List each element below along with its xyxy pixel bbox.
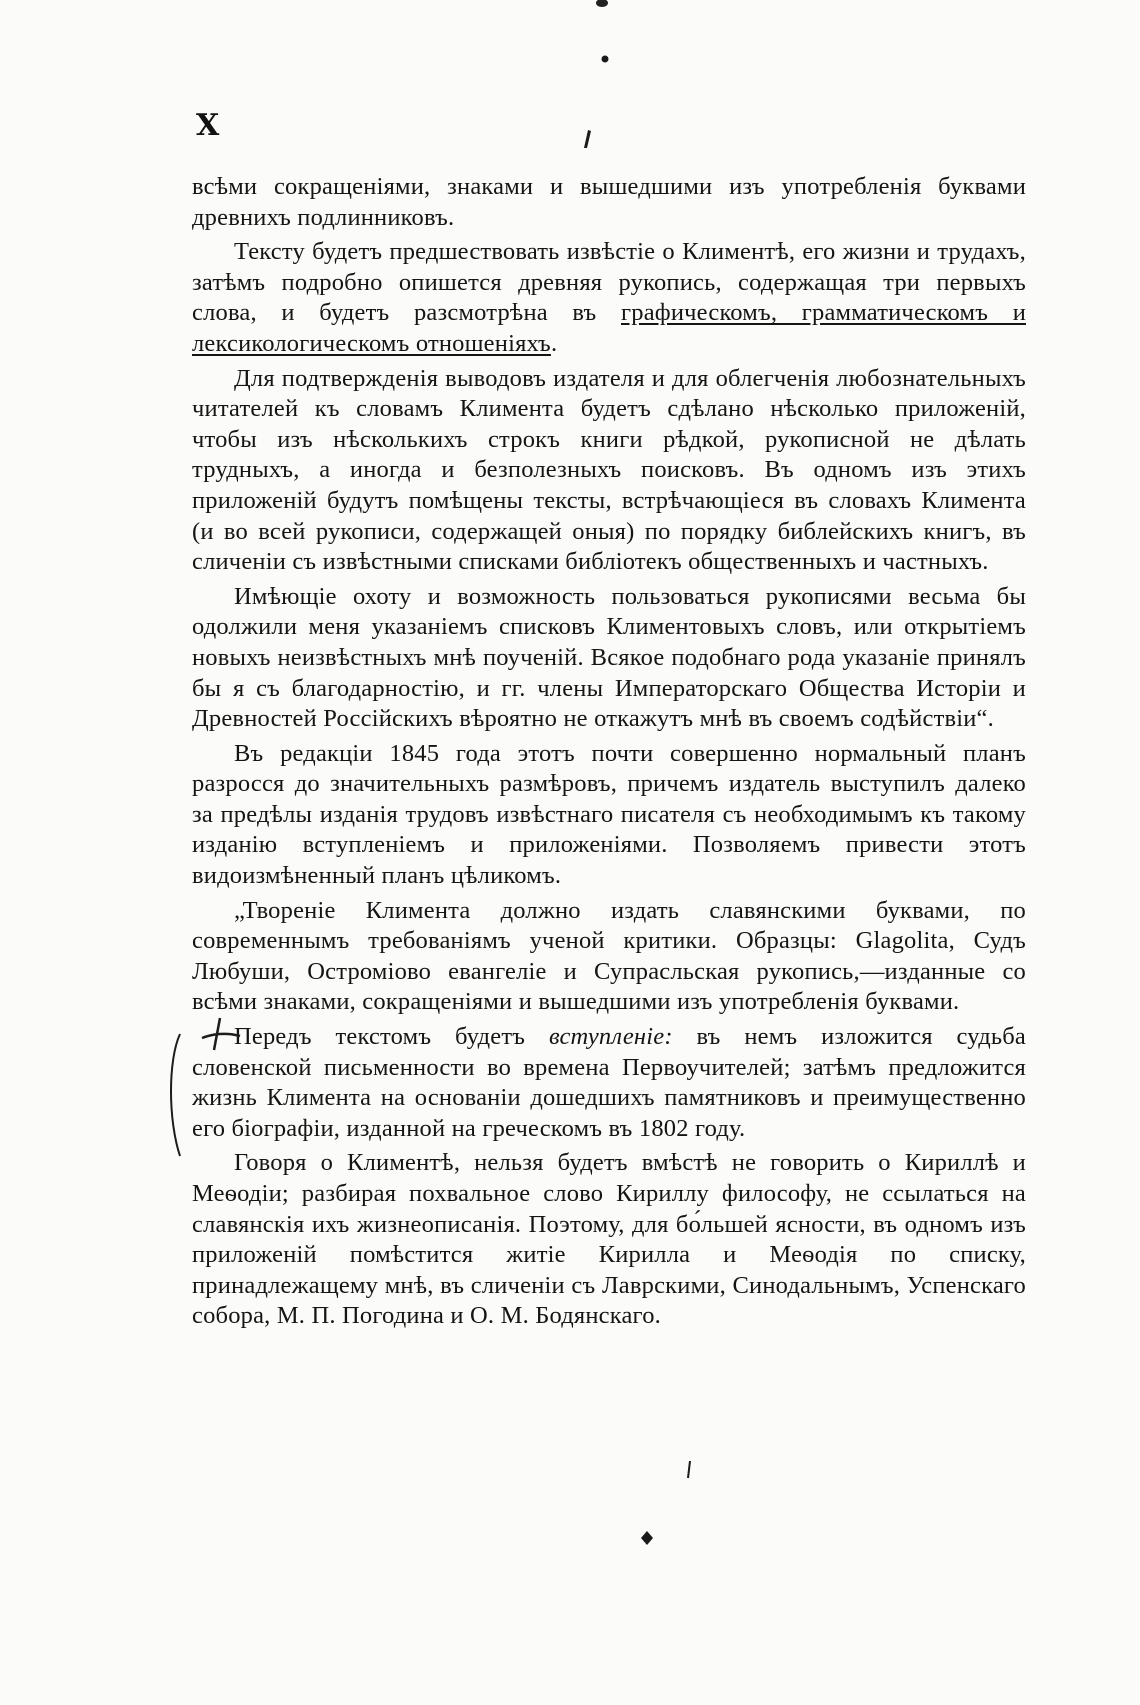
- paragraph-8: Говоря о Климентѣ, нельзя будетъ вмѣстѣ не говорить о Кириллѣ и Меѳодіи; разбирая похвальное слово Кириллу философу, не ссылаться на славянскія ихъ жизнеописанія. Поэтому, для бо́льшей ясности, въ одномъ изъ приложеній помѣстится житіе Кирилла и Меѳодія по списку, принадлежащему мнѣ, въ сличеніи съ Лаврскими, Синодальнымъ, Успенскаго собора, М. П. Погодина и О. М. Бодянскаго.: [192, 1149, 1026, 1330]
- body-text: [192, 172, 1026, 1332]
- scan-speck-mark: [578, 128, 594, 152]
- paragraph-2-text: Тексту будетъ предшествовать извѣстіе о Климентѣ, его жизни и трудахъ, затѣмъ подробно опишется древняя рукопись, содержащая три первыхъ слова, и будетъ разсмотрѣна въ: [192, 238, 1026, 327]
- paragraph-6: „Твореніе Климента должно издать славянскими буквами, по современнымъ требованіямъ ученой критики. Образцы: Glagolita, Судъ Любуши, Остроміово евангеліе и Супрасльская рукопись,—изданные со всѣми знаками, сокращеніями и вышедшими изъ употребленія буквами.: [192, 896, 1026, 1016]
- scan-speck-bottom: [640, 1530, 654, 1546]
- scan-speck-top: [592, 0, 612, 14]
- page-folio: X: [196, 108, 220, 143]
- paragraph-5: Въ редакціи 1845 года этотъ почти совершенно нормальный планъ разросся до значительныхъ размѣровъ, причемъ издатель выступилъ далеко за предѣлы изданія трудовъ извѣстнаго писателя съ необходимымъ къ такому изданію вступленіемъ и приложеніями. Позволяемъ привести этотъ видоизмѣненный планъ цѣликомъ.: [192, 739, 1026, 890]
- paragraph-7-italic-word: вступленіе:: [548, 1023, 673, 1051]
- scan-speck-dot: [598, 52, 612, 66]
- margin-bracket-icon: [160, 1030, 186, 1160]
- paragraph-2: [192, 237, 1026, 359]
- paragraph-1: всѣми сокращеніями, знаками и вышедшими изъ употребленія буквами древнихъ подлинниковъ.: [192, 173, 1026, 231]
- paragraph-7-rest: въ немъ изложится судьба словенской письменности во времена Первоучителей; затѣмъ предложится жизнь Климента на основаніи дошедшихъ памятниковъ и преимущественно его біографіи, изданной на греческомъ въ 1802 году.: [192, 1023, 1026, 1142]
- paragraph-4: Имѣющіе охоту и возможность пользоваться рукописями весьма бы одолжили меня указаніемъ списковъ Климентовыхъ словъ, или открытіемъ новыхъ неизвѣстныхъ мнѣ поученій. Всякое подобнаго рода указаніе принялъ бы я съ благодарностію, и гг. члены Императорскаго Общества Исторіи и Древностей Россійскихъ вѣроятно не откажутъ мнѣ въ своемъ содѣйствіи“.: [192, 582, 1026, 733]
- paragraph-2-underlined-text: графическомъ, грамматическомъ и лексикологическомъ отношеніяхъ: [192, 299, 1026, 357]
- paragraph-2-end: .: [550, 329, 558, 357]
- scan-speck-small: [684, 1460, 696, 1480]
- paragraph-3: Для подтвержденія выводовъ издателя и для облегченія любознательныхъ читателей къ словамъ Климента будетъ сдѣлано нѣсколько приложеній, чтобы изъ нѣсколькихъ строкъ книги рѣдкой, рукописной не дѣлать трудныхъ, а иногда и безполезныхъ поисковъ. Въ одномъ изъ этихъ приложеній будутъ помѣщены тексты, встрѣчающіеся въ словахъ Климента (и во всей рукописи, содержащей оныя) по порядку библейскихъ книгъ, въ сличеніи съ извѣстными списками библіотекъ общественныхъ и частныхъ.: [192, 364, 1026, 576]
- paragraph-7-text: Передъ текстомъ будетъ: [234, 1023, 549, 1051]
- paragraph-7: [192, 1022, 1026, 1144]
